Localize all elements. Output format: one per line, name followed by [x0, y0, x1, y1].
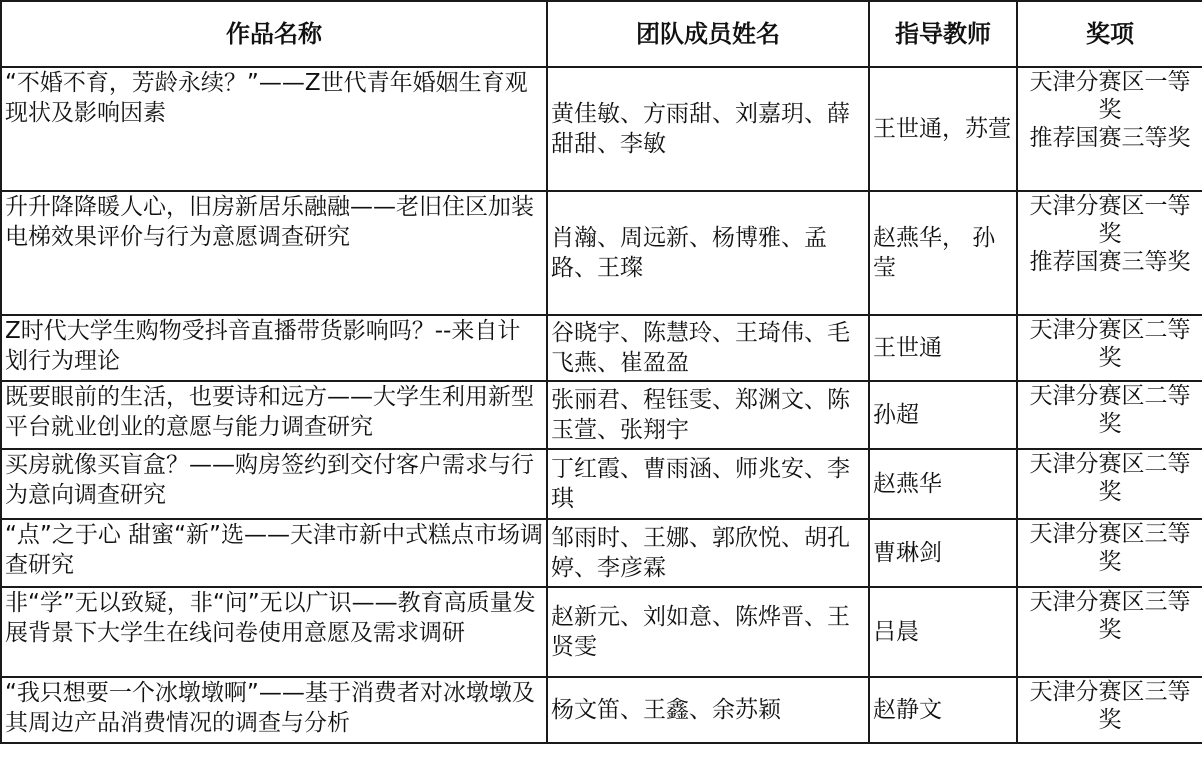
advisor: 赵燕华 [869, 449, 1017, 519]
work-title: 升升降降暖人心，旧房新居乐融融——老旧住区加装电梯效果评价与行为意愿调查研究 [1, 191, 547, 315]
table-row [1, 677, 1202, 743]
advisor: 曹琳剑 [869, 519, 1017, 587]
header-row [1, 1, 1202, 67]
work-title: “点”之于心 甜蜜“新”选——天津市新中式糕点市场调查研究 [1, 519, 547, 587]
award [1017, 191, 1202, 315]
team-members: 肖瀚、周远新、杨博雅、孟路、王璨 [547, 191, 869, 315]
work-title: 非“学”无以致疑，非“问”无以广识——教育高质量发展背景下大学生在线问卷使用意愿及需求调研 [1, 587, 547, 677]
work-title: Z时代大学生购物受抖音直播带货影响吗？--来自计划行为理论 [1, 315, 547, 381]
team-members: 赵新元、刘如意、陈烨晋、王贤雯 [547, 587, 869, 677]
team-members: 邹雨时、王娜、郭欣悦、胡孔婷、李彦霖 [547, 519, 869, 587]
award-line: 推荐国赛三等奖 [1029, 249, 1191, 275]
team-members: 杨文笛、王鑫、余苏颖 [547, 677, 869, 743]
award [1017, 587, 1202, 677]
advisor: 王世通 [869, 315, 1017, 381]
work-title: 买房就像买盲盒？——购房签约到交付客户需求与行为意向调查研究 [1, 449, 547, 519]
award-line: 天津分赛区三等奖 [1029, 521, 1191, 575]
work-title: “我只想要一个冰墩墩啊”——基于消费者对冰墩墩及其周边产品消费情况的调查与分析 [1, 677, 547, 743]
header-award: 奖项 [1017, 1, 1202, 67]
header-members: 团队成员姓名 [547, 1, 869, 67]
award-line: 天津分赛区三等奖 [1029, 589, 1191, 643]
advisor: 孙超 [869, 381, 1017, 449]
award [1017, 381, 1202, 449]
award [1017, 315, 1202, 381]
table-row [1, 381, 1202, 449]
header-advisor: 指导教师 [869, 1, 1017, 67]
table-row [1, 191, 1202, 315]
table-row [1, 315, 1202, 381]
award-line: 天津分赛区一等奖 [1029, 193, 1191, 247]
award-line: 天津分赛区二等奖 [1029, 383, 1191, 437]
award-line: 天津分赛区三等奖 [1029, 679, 1191, 733]
award [1017, 67, 1202, 191]
work-title: 既要眼前的生活，也要诗和远方——大学生利用新型平台就业创业的意愿与能力调查研究 [1, 381, 547, 449]
team-members: 张丽君、程钰雯、郑渊文、陈玉萱、张翔宇 [547, 381, 869, 449]
table-row [1, 519, 1202, 587]
header-title: 作品名称 [1, 1, 547, 67]
award-line: 天津分赛区一等奖 [1029, 69, 1191, 123]
team-members: 黄佳敏、方雨甜、刘嘉玥、薛甜甜、李敏 [547, 67, 869, 191]
award-line: 天津分赛区二等奖 [1029, 451, 1191, 505]
award [1017, 449, 1202, 519]
advisor: 赵燕华， 孙莹 [869, 191, 1017, 315]
award-line: 天津分赛区二等奖 [1029, 317, 1191, 371]
award [1017, 677, 1202, 743]
advisor: 王世通，苏萱 [869, 67, 1017, 191]
table-row [1, 67, 1202, 191]
award [1017, 519, 1202, 587]
award-line: 推荐国赛三等奖 [1029, 125, 1191, 151]
team-members: 谷晓宇、陈慧玲、王琦伟、毛飞燕、崔盈盈 [547, 315, 869, 381]
table-row [1, 449, 1202, 519]
table-row [1, 587, 1202, 677]
team-members: 丁红霞、曹雨涵、师兆安、李琪 [547, 449, 869, 519]
work-title: “不婚不育，芳龄永续？”——Z世代青年婚姻生育观现状及影响因素 [1, 67, 547, 191]
advisor: 赵静文 [869, 677, 1017, 743]
advisor: 吕晨 [869, 587, 1017, 677]
